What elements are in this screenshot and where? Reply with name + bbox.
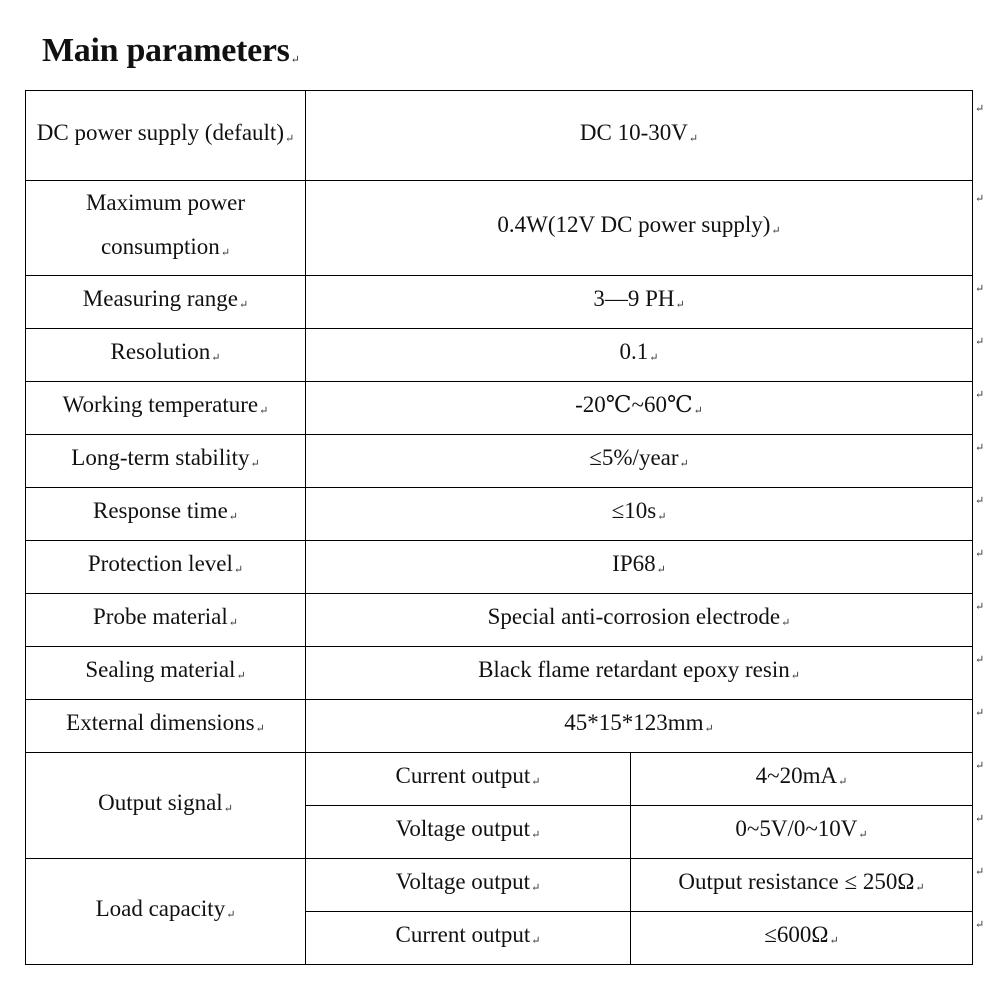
param-value: DC 10-30V↵: [306, 91, 973, 181]
table-row: [26, 329, 973, 382]
table-row: [26, 753, 973, 806]
row-end-mark-icon: ↵: [975, 336, 985, 348]
page-title: Main parameters↵: [42, 32, 300, 69]
param-label: Sealing material↵: [26, 647, 306, 700]
param-label: Long-term stability↵: [26, 435, 306, 488]
row-end-mark-icon: ↵: [975, 707, 985, 719]
param-value: ≤5%/year↵: [306, 435, 973, 488]
sub-param-value: Output resistance ≤ 250Ω↵: [631, 859, 973, 912]
table-row: [26, 488, 973, 541]
row-end-mark-icon: ↵: [975, 866, 985, 878]
row-end-mark-icon: ↵: [975, 193, 985, 205]
sub-param-name: Voltage output↵: [306, 859, 631, 912]
row-end-mark-icon: ↵: [975, 601, 985, 613]
table-row: [26, 91, 973, 181]
param-value: Black flame retardant epoxy resin↵: [306, 647, 973, 700]
row-end-mark-icon: ↵: [975, 283, 985, 295]
table-row: [26, 541, 973, 594]
table-row: [26, 382, 973, 435]
row-end-mark-icon: ↵: [975, 495, 985, 507]
table-row: [26, 647, 973, 700]
param-value: 0.4W(12V DC power supply)↵: [306, 181, 973, 276]
param-value: Special anti-corrosion electrode↵: [306, 594, 973, 647]
table-row: [26, 700, 973, 753]
param-label: Protection level↵: [26, 541, 306, 594]
output-signal-label: Output signal↵: [26, 753, 306, 859]
param-label: Probe material↵: [26, 594, 306, 647]
row-end-mark-icon: ↵: [975, 919, 985, 931]
param-value: ≤10s↵: [306, 488, 973, 541]
main-parameters-table: [25, 90, 973, 965]
table-row: [26, 435, 973, 488]
table-row: [26, 594, 973, 647]
table-row: [26, 859, 973, 912]
sub-param-name: Voltage output↵: [306, 806, 631, 859]
row-end-mark-icon: ↵: [975, 654, 985, 666]
row-end-mark-icon: ↵: [975, 813, 985, 825]
param-label: Resolution↵: [26, 329, 306, 382]
row-end-mark-icon: ↵: [975, 548, 985, 560]
param-label: Measuring range↵: [26, 276, 306, 329]
table-row: [26, 276, 973, 329]
param-label: Maximum power consumption↵: [26, 181, 306, 276]
paragraph-mark-icon: ↵: [290, 54, 300, 66]
param-label: External dimensions↵: [26, 700, 306, 753]
row-end-mark-icon: ↵: [975, 760, 985, 772]
row-end-mark-icon: ↵: [975, 389, 985, 401]
sub-param-name: Current output↵: [306, 753, 631, 806]
load-capacity-label: Load capacity↵: [26, 859, 306, 965]
param-value: IP68↵: [306, 541, 973, 594]
param-label: DC power supply (default)↵: [26, 91, 306, 181]
param-label: Working temperature↵: [26, 382, 306, 435]
table-row: [26, 181, 973, 276]
param-value: 0.1↵: [306, 329, 973, 382]
sub-param-value: 4~20mA↵: [631, 753, 973, 806]
row-end-mark-icon: ↵: [975, 103, 985, 115]
row-end-mark-icon: ↵: [975, 442, 985, 454]
param-label: Response time↵: [26, 488, 306, 541]
param-value: -20℃~60℃↵: [306, 382, 973, 435]
param-value: 45*15*123mm↵: [306, 700, 973, 753]
sub-param-value: ≤600Ω↵: [631, 912, 973, 965]
sub-param-name: Current output↵: [306, 912, 631, 965]
param-value: 3—9 PH↵: [306, 276, 973, 329]
sub-param-value: 0~5V/0~10V↵: [631, 806, 973, 859]
